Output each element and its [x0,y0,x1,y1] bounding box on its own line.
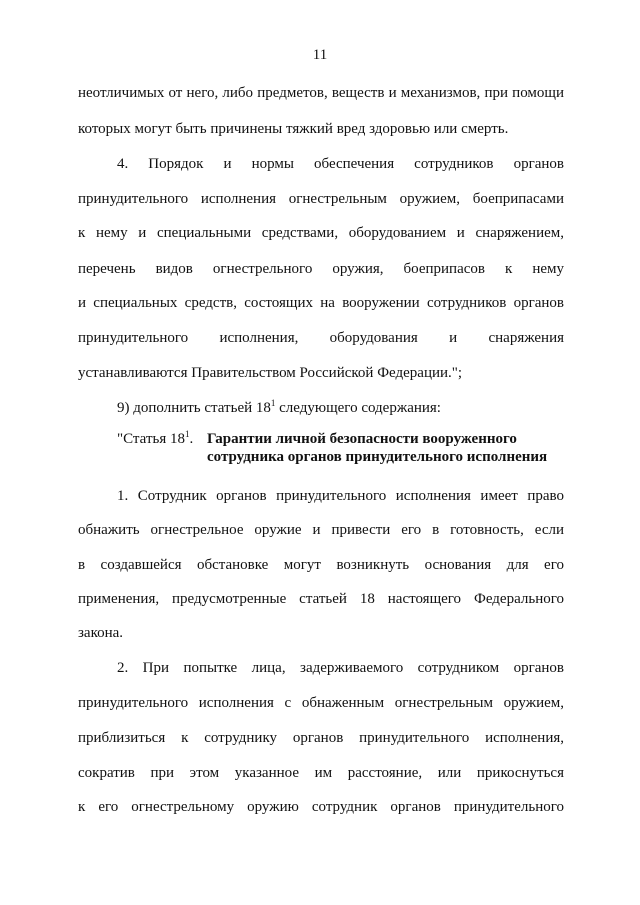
paragraph-line: устанавливаются Правительством Российской Федерации."; [78,365,463,381]
paragraph-line: к его огнестрельному оружию сотрудник органов принудительного [78,799,564,815]
paragraph-line: обнажить огнестрельное оружие и привести его в готовность, если [78,522,564,538]
text-fragment: 9) дополнить статьей 18 [117,400,271,416]
text-fragment: . [189,431,194,447]
paragraph-line: которых могут быть причинены тяжкий вред здоровью или смерть. [78,121,509,137]
paragraph-line: применения, предусмотренные статьей 18 настоящего Федерального [78,591,564,607]
superscript: 1 [184,429,190,439]
paragraph-line: 2. При попытке лица, задерживаемого сотрудником органов [117,660,564,676]
paragraph-line: принудительного исполнения огнестрельным оружием, боеприпасами [78,191,564,207]
paragraph-line: к нему и специальными средствами, оборудованием и снаряжением, [78,225,564,241]
text-fragment: "Статья 18 [117,431,185,447]
paragraph-line: принудительного исполнения, оборудования и снаряжения [78,330,564,346]
article-title: Гарантии личной безопасности вооруженного сотрудника органов принудительного исполнения [207,431,548,465]
paragraph-line: закона. [78,625,124,641]
superscript: 1 [270,398,276,408]
paragraph-line: принудительного исполнения с обнаженным огнестрельным оружием, [78,695,564,711]
paragraph-line: неотличимых от него, либо предметов, веществ и механизмов, при помощи [78,85,564,101]
paragraph-line: 4. Порядок и нормы обеспечения сотрудников органов [117,156,564,172]
paragraph-line: в создавшейся обстановке могут возникнуть основания для его [78,557,564,573]
paragraph-line: перечень видов огнестрельного оружия, боеприпасов к нему [78,261,564,277]
paragraph-line: сократив при этом указанное им расстояние, или прикоснуться [78,765,564,781]
paragraph-line [117,399,564,417]
article-label [117,430,193,448]
paragraph-line: приблизиться к сотруднику органов принудительного исполнения, [78,730,564,746]
text-fragment: следующего содержания: [275,400,441,416]
paragraph-line: 1. Сотрудник органов принудительного исполнения имеет право [117,488,564,504]
page-number: 11 [312,47,328,63]
paragraph-line: и специальных средств, состоящих на вооружении сотрудников органов [78,295,564,311]
